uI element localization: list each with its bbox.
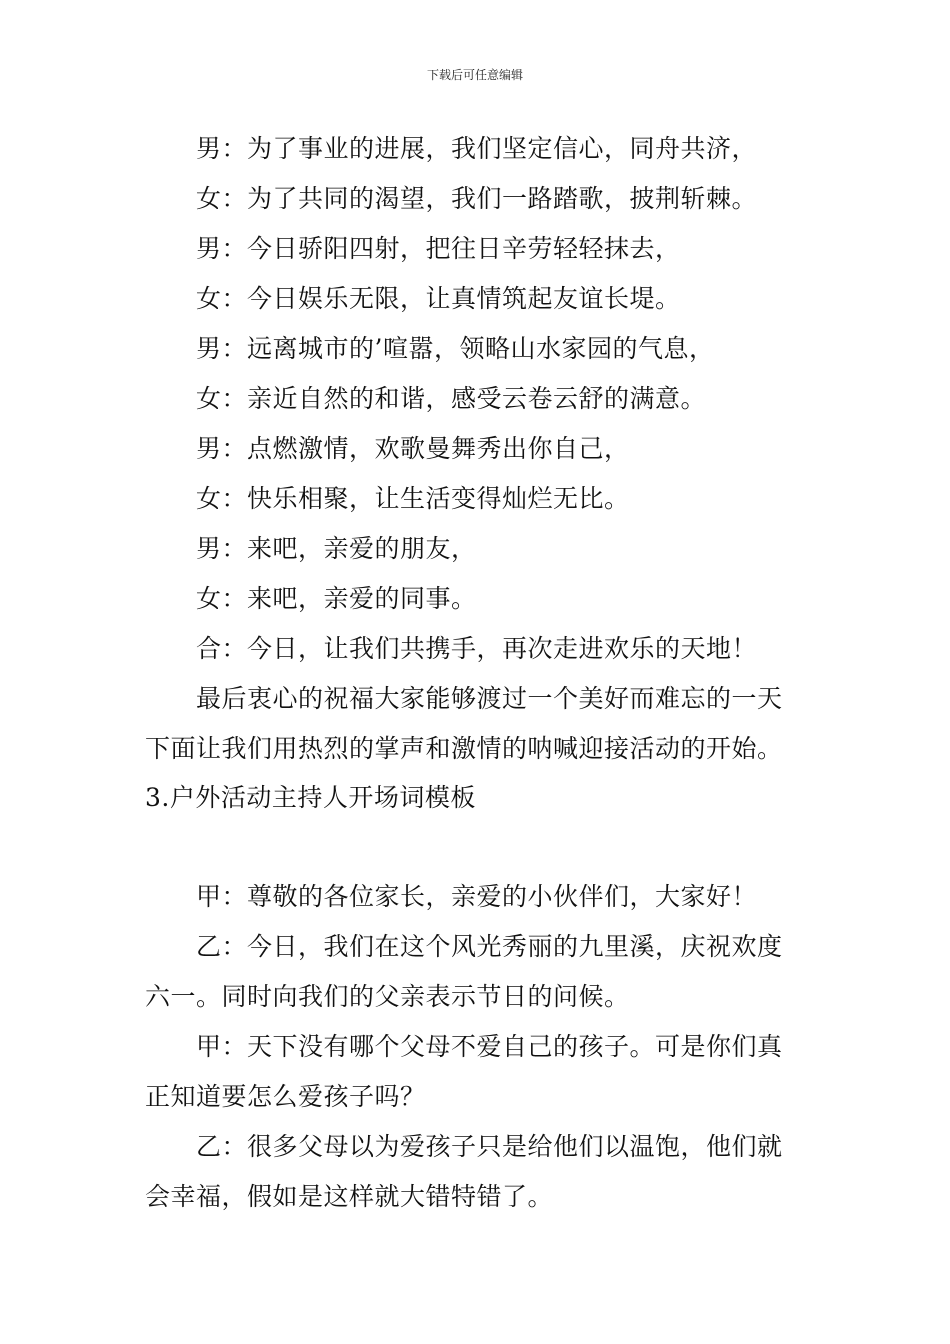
dialogue-line: 合：今日，让我们共携手，再次走进欢乐的天地！ (196, 634, 758, 663)
dialogue-line: 甲：尊敬的各位家长，亲爱的小伙伴们，大家好！ (196, 882, 758, 911)
dialogue-line: 女：快乐相聚，让生活变得灿烂无比。 (196, 484, 630, 513)
dialogue-line: 会幸福，假如是这样就大错特错了。 (145, 1182, 554, 1211)
dialogue-line: 女：今日娱乐无限，让真情筑起友谊长堤。 (196, 284, 681, 313)
dialogue-line: 乙：今日，我们在这个风光秀丽的九里溪，庆祝欢度 (196, 932, 783, 961)
dialogue-line: 甲：天下没有哪个父母不爱自己的孩子。可是你们真 (196, 1032, 783, 1061)
dialogue-line: 男：今日骄阳四射，把往日辛劳轻轻抹去， (196, 234, 681, 263)
dialogue-line: 女：来吧，亲爱的同事。 (196, 584, 477, 613)
dialogue-line: 正知道要怎么爱孩子吗？ (145, 1082, 426, 1111)
dialogue-line: 乙：很多父母以为爱孩子只是给他们以温饱，他们就 (196, 1132, 783, 1161)
page-header: 下载后可任意编辑 (426, 68, 523, 82)
dialogue-line: 男：点燃激情，欢歌曼舞秀出你自己， (196, 434, 630, 463)
paragraph-line: 最后衷心的祝福大家能够渡过一个美好而难忘的一天 (196, 684, 783, 713)
dialogue-line: 女：亲近自然的和谐，感受云卷云舒的满意。 (196, 384, 707, 413)
section-heading: 3.户外活动主持人开场词模板 (145, 783, 476, 812)
dialogue-line: 男：来吧，亲爱的朋友， (196, 534, 477, 563)
dialogue-line: 女：为了共同的渴望，我们一路踏歌，披荆斩棘。 (196, 184, 758, 213)
dialogue-line: 男：为了事业的进展，我们坚定信心，同舟共济， (196, 134, 758, 163)
dialogue-line: 六一。同时向我们的父亲表示节日的问候。 (145, 982, 630, 1011)
paragraph-line: 下面让我们用热烈的掌声和激情的呐喊迎接活动的开始。 (145, 734, 783, 763)
dialogue-line: 男：远离城市的’喧嚣，领略山水家园的气息， (196, 334, 715, 363)
